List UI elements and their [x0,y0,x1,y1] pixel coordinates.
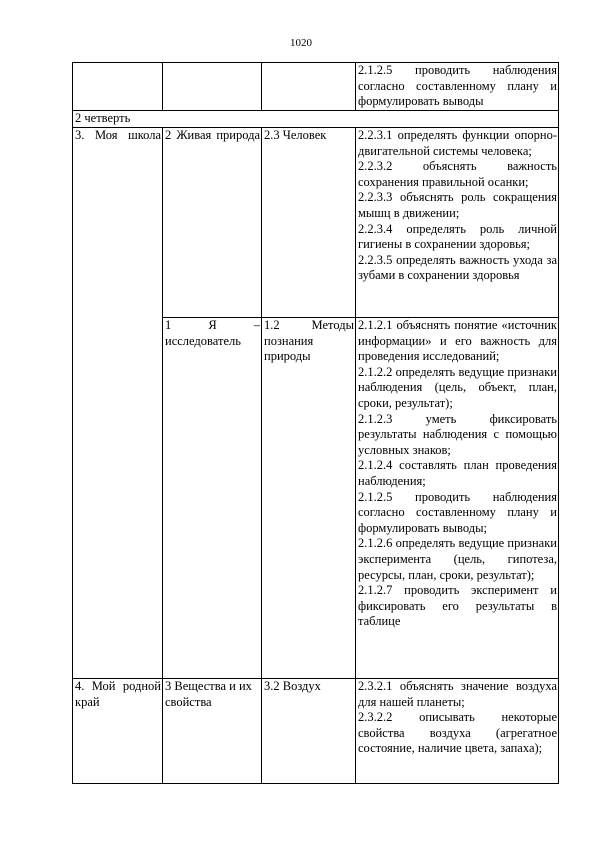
objectives-cell [356,679,559,784]
subsection-cell: 2.3 Человек [262,128,356,318]
objective-item: 2.1.2.6 определять ведущие признаки эксперимента (цель, гипотеза, ресурсы, план, сроки, результат); [358,536,557,582]
section-cell: 3 Вещества и их свойства [163,679,262,784]
objective-item: 2.1.2.2 определять ведущие признаки наблюдения (цель, объект, план, сроки, результат); [358,364,557,410]
objective-item: 2.1.2.4 составлять план проведения наблюдения; [358,458,557,488]
objective-item: 2.1.2.5 проводить наблюдения согласно составленному плану и формулировать выводы; [358,489,557,535]
theme-cell [73,63,163,111]
objective-item: 2.2.3.2 объяснять важность сохранения правильной осанки; [358,159,557,189]
objective-item: 2.2.3.1 определять функции опорно-двигательной системы человека; [358,128,557,158]
table-row [73,63,559,111]
objective-item: 2.2.3.4 определять роль личной гигиены в сохранении здоровья; [358,221,557,252]
quarter-row [73,111,559,128]
quarter-label: 2 четверть [73,111,559,128]
objectives-cell [356,63,559,111]
table-row [73,128,559,318]
objectives-cell [356,318,559,679]
page-number: 1020 [290,37,312,49]
theme-cell: 4. Мой родной край [73,679,163,784]
section-cell: 1 Я – исследователь [163,318,262,679]
objective-item: 2.1.2.5 проводить наблюдения согласно составленному плану и формулировать выводы [358,63,557,109]
objectives-cell [356,128,559,318]
objective-item: 2.2.3.5 определять важность ухода за зубами в сохранении здоровья [358,252,557,283]
theme-cell: 3. Моя школа [73,128,163,679]
curriculum-table [72,62,559,784]
section-cell [163,63,262,111]
subsection-cell: 1.2 Методы познания природы [262,318,356,679]
subsection-cell: 3.2 Воздух [262,679,356,784]
objective-item: 2.1.2.3 уметь фиксировать результаты наблюдения с помощью условных знаков; [358,411,557,457]
objective-item: 2.2.3.3 объяснять роль сокращения мышц в движении; [358,190,557,220]
section-cell: 2 Живая природа [163,128,262,318]
objective-item: 2.3.2.2 описывать некоторые свойства воздуха (агрегатное состояние, наличие цвета, запаха); [358,710,557,756]
subsection-cell [262,63,356,111]
objective-item: 2.3.2.1 объяснять значение воздуха для нашей планеты; [358,679,557,709]
objective-item: 2.1.2.7 проводить эксперимент и фиксировать его результаты в таблице [358,583,557,629]
objective-item: 2.1.2.1 объяснять понятие «источник информации» и его важность для проведения исследований; [358,318,557,364]
table-row [73,679,559,784]
